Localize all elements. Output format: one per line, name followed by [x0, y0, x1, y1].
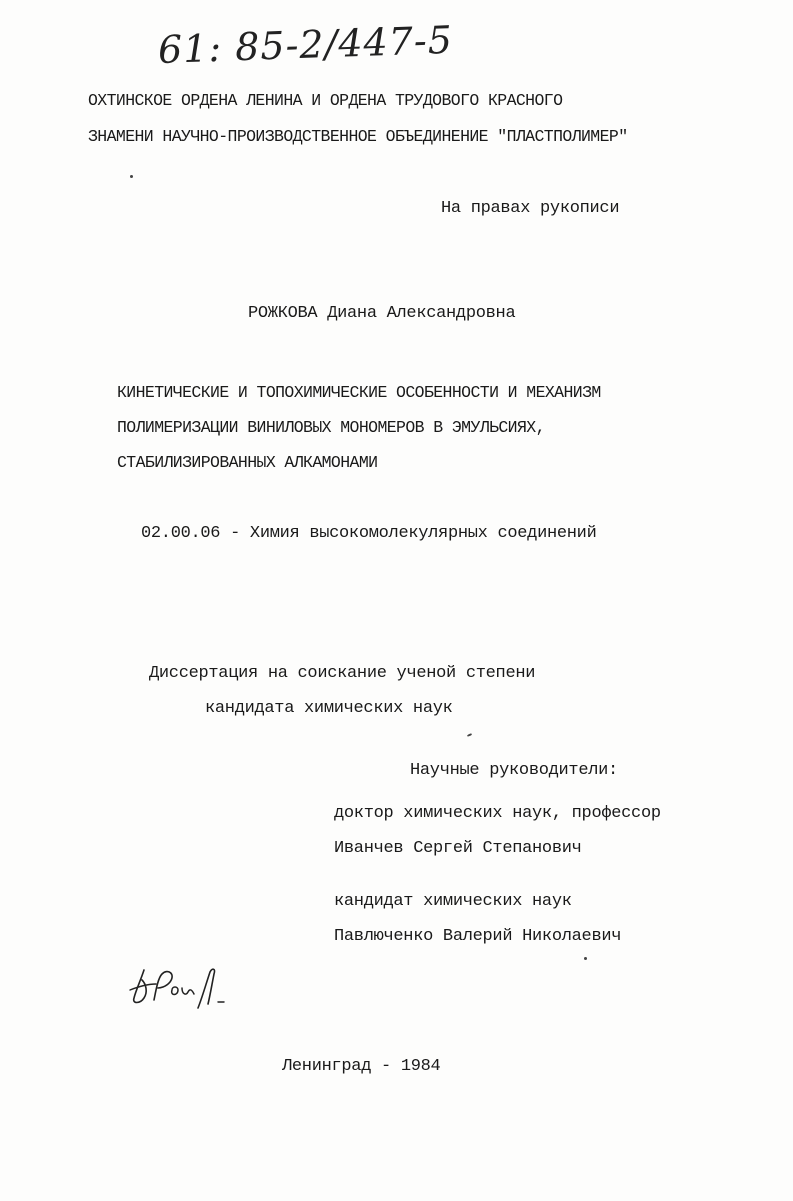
supervisor-2-title: кандидат химических наук	[334, 892, 572, 911]
degree-line-1: Диссертация на соискание ученой степени	[149, 664, 536, 683]
handwritten-archive-code: 61: 85-2/447-5	[157, 17, 454, 72]
scan-speck	[467, 733, 472, 737]
supervisor-1-name: Иванчев Сергей Степанович	[334, 839, 582, 858]
title-line-1: КИНЕТИЧЕСКИЕ И ТОПОХИМИЧЕСКИЕ ОСОБЕННОСТИ И МЕХАНИЗМ	[117, 383, 601, 402]
author-name: РОЖКОВА Диана Александровна	[248, 304, 516, 323]
degree-line-2: кандидата химических наук	[205, 699, 453, 718]
supervisor-2-name: Павлюченко Валерий Николаевич	[334, 927, 622, 946]
title-line-3: СТАБИЛИЗИРОВАННЫХ АЛКАМОНАМИ	[117, 453, 378, 472]
supervisor-1-title: доктор химических наук, профессор	[334, 804, 661, 823]
organization-line-1: ОХТИНСКОЕ ОРДЕНА ЛЕНИНА И ОРДЕНА ТРУДОВОГО КРАСНОГО	[88, 91, 563, 110]
title-line-2: ПОЛИМЕРИЗАЦИИ ВИНИЛОВЫХ МОНОМЕРОВ В ЭМУЛЬСИЯХ,	[117, 418, 545, 437]
specialty-code: 02.00.06 - Химия высокомолекулярных соединений	[141, 524, 597, 543]
manuscript-note: На правах рукописи	[441, 199, 620, 218]
scan-speck	[130, 175, 133, 178]
scan-speck	[584, 957, 587, 960]
handwritten-signature	[126, 960, 236, 1020]
organization-line-2: ЗНАМЕНИ НАУЧНО-ПРОИЗВОДСТВЕННОЕ ОБЪЕДИНЕНИЕ "ПЛАСТПОЛИМЕР"	[88, 127, 628, 146]
supervisors-heading: Научные руководители:	[410, 761, 618, 780]
place-and-year: Ленинград - 1984	[282, 1057, 441, 1076]
